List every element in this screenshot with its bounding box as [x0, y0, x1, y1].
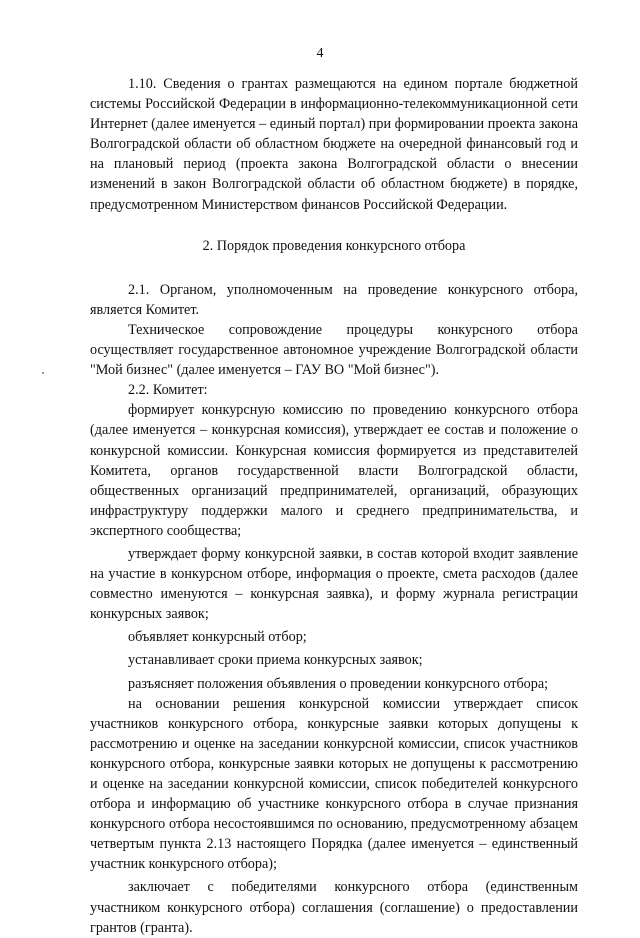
- paragraph-approves-form: утверждает форму конкурсной заявки, в состав которой входит заявление на участие в конкурсном отборе, информация о проекте, смета расходов (далее совместно именуются – конкурсная заявка), и форму журнала регистрации конкурсных заявок;: [90, 545, 578, 623]
- document-body: [90, 74, 578, 938]
- paragraph-approves-lists: на основании решения конкурсной комиссии утверждает список участников конкурсного отбора, конкурсные заявки которых допущены к рассмотрению и оценке на заседании конкурсной комиссии, список участников конкурсного отбора, конкурсные заявки которых не допущены к рассмотрению и оценке на заседании конкурсной комиссии, список победителей конкурсного отбора и информацию об участнике конкурсного отбора в случае признания конкурсного отбора несостоявшимся по основанию, предусмотренному абзацем четвертым пункта 2.13 настоящего Порядка (далее именуется – единственный участник конкурсного отбора);: [90, 695, 578, 873]
- paragraph-forms-commission: формирует конкурсную комиссию по проведению конкурсного отбора (далее именуется – конкурсная комиссия), утверждает ее состав и положение о конкурсной комиссии. Конкурсная комиссия формируется из представителей Комитета, органов государственной власти Волгоградской области, общественных организаций предпринимателей, организаций, образующих инфраструктуру поддержки малого и среднего предпринимательства, и экспертного сообщества;: [90, 402, 578, 539]
- paragraph-2-1: 2.1. Органом, уполномоченным на проведение конкурсного отбора, является Комитет.: [90, 281, 578, 318]
- scan-speck: [42, 372, 44, 374]
- paragraph-2-2: 2.2. Комитет:: [128, 382, 208, 399]
- paragraph-sets-deadlines: устанавливает сроки приема конкурсных заявок;: [128, 652, 423, 669]
- paragraph-concludes-agreements: заключает с победителями конкурсного отбора (единственным участником конкурсного отбора) соглашения (соглашение) о предоставлении грантов (гранта).: [90, 879, 578, 936]
- page-number: 4: [316, 46, 324, 61]
- paragraph-explains: разъясняет положения объявления о проведении конкурсного отбора;: [128, 675, 549, 692]
- paragraph-announces: объявляет конкурсный отбор;: [128, 629, 307, 646]
- paragraph-1-10: 1.10. Сведения о грантах размещаются на едином портале бюджетной системы Российской Федерации в информационно-телекоммуникационной сети Интернет (далее именуется – единый портал) при формировании проекта закона Волгоградской области об областном бюджете на очередной финансовый год и на плановый период (проекта закона Волгоградской области о внесении изменений в закон Волгоградской области об областном бюджете) в порядке, предусмотренном Министерством финансов Российской Федерации.: [90, 76, 578, 213]
- paragraph-technical-support: Техническое сопровождение процедуры конкурсного отбора осуществляет государственное автономное учреждение Волгоградской области "Мой бизнес" (далее именуется – ГАУ ВО "Мой бизнес").: [90, 321, 578, 379]
- section-heading: 2. Порядок проведения конкурсного отбора: [202, 237, 466, 254]
